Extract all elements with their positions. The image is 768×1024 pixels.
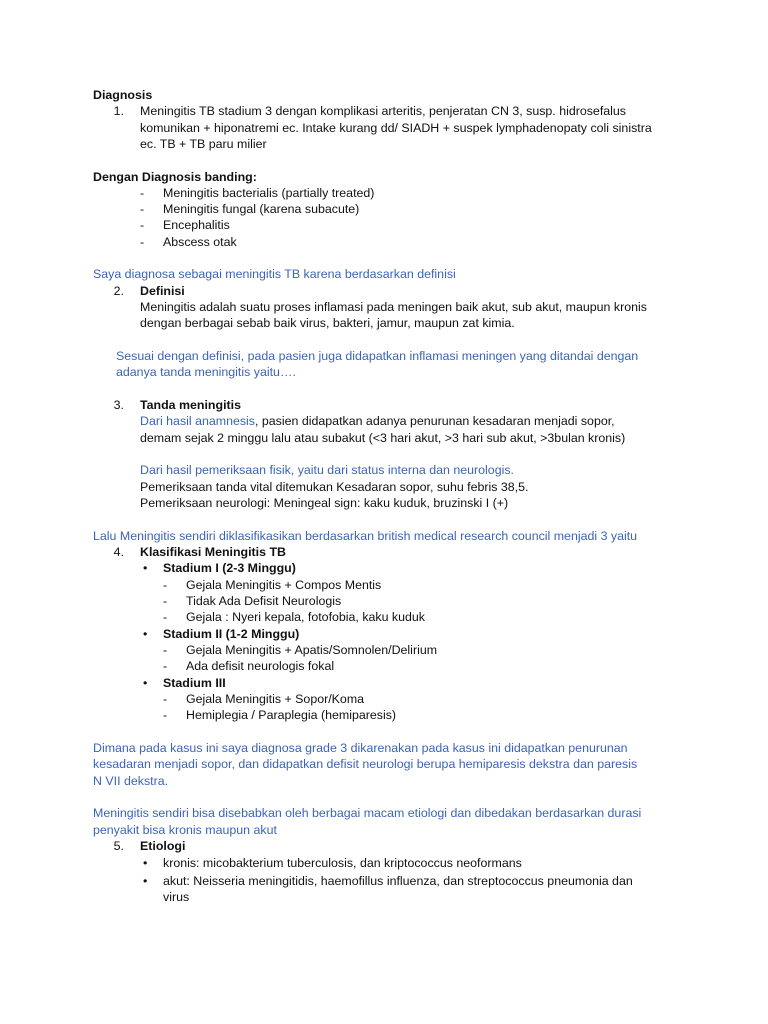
- differential-heading: Dengan Diagnosis banding:: [93, 170, 257, 184]
- list-bullet: -: [163, 692, 168, 706]
- definition-title: Definisi: [140, 284, 185, 298]
- item-number-4: 4.: [113, 545, 124, 559]
- note-etiology-line-2: penyakit bisa kronis maupun akut: [93, 823, 277, 837]
- note-grade-line-2: kesadaran menjadi sopor, dan didapatkan defisit neurologi berupa hemiparesis dekstra dan paresis: [93, 757, 638, 771]
- stage-bullet: •: [143, 627, 148, 641]
- anamnesis-lead: Dari hasil anamnesis: [140, 414, 256, 428]
- note-grade-line-1: Dimana pada kasus ini saya diagnosa grade 3 dikarenakan pada kasus ini didapatkan penurunan: [93, 741, 628, 755]
- signs-title: Tanda meningitis: [140, 398, 241, 412]
- differential-item: Meningitis fungal (karena subacute): [163, 202, 360, 216]
- diagnosis-text-line-1: Meningitis TB stadium 3 dengan komplikasi arteritis, penjeratan CN 3, susp. hidrosefalus: [140, 104, 626, 118]
- stage-2-item: Gejala Meningitis + Apatis/Somnolen/Delirium: [186, 643, 438, 657]
- stage-bullet: •: [143, 561, 148, 575]
- item-number-3: 3.: [113, 398, 124, 412]
- definition-text-line-2: dengan berbagai sebab baik virus, bakteri, jamur, maupun zat kimia.: [140, 316, 515, 330]
- stage-3-item: Gejala Meningitis + Sopor/Koma: [186, 692, 365, 706]
- differential-item: Abscess otak: [163, 235, 237, 249]
- diagnosis-heading: Diagnosis: [93, 88, 153, 102]
- etiology-item-continued: virus: [163, 890, 190, 904]
- diagnosis-text-line-2: komunikan + hiponatremi ec. Intake kurang dd/ SIADH + suspek lymphadenopaty coli sinistra: [140, 121, 652, 135]
- list-bullet: -: [163, 659, 168, 673]
- list-bullet: -: [140, 186, 145, 200]
- list-bullet: -: [163, 643, 168, 657]
- diagnosis-text-line-3: ec. TB + TB paru milier: [140, 137, 267, 151]
- stage-3-item: Hemiplegia / Paraplegia (hemiparesis): [186, 708, 397, 722]
- exam-note: Dari hasil pemeriksaan fisik, yaitu dari status interna dan neurologis.: [140, 463, 514, 477]
- anamnesis-rest: , pasien didapatkan adanya penurunan kesadaran menjadi sopor,: [255, 414, 615, 428]
- list-bullet: -: [163, 610, 168, 624]
- item-number-5: 5.: [113, 839, 124, 853]
- differential-item: Meningitis bacterialis (partially treated): [163, 186, 375, 200]
- note-classification-intro: Lalu Meningitis sendiri diklasifikasikan berdasarkan british medical research council menjadi 3 yaitu: [93, 529, 638, 543]
- etiology-title: Etiologi: [140, 839, 186, 853]
- stage-2-title: Stadium II (1-2 Minggu): [163, 627, 300, 641]
- anamnesis-line-1: [140, 413, 615, 429]
- list-bullet: -: [140, 235, 145, 249]
- etiology-item: akut: Neisseria meningitidis, haemofillus influenza, dan streptococcus pneumonia dan: [163, 874, 633, 888]
- definition-text-line-1: Meningitis adalah suatu proses inflamasi pada meningen baik akut, sub akut, maupun kronis: [140, 300, 647, 314]
- neurology-text: Pemeriksaan neurologi: Meningeal sign: kaku kuduk, bruzinski I (+): [140, 496, 509, 510]
- list-bullet: -: [163, 578, 168, 592]
- stage-bullet: •: [143, 676, 148, 690]
- note-etiology-line-1: Meningitis sendiri bisa disebabkan oleh berbagai macam etiologi dan dibedakan berdasarkan durasi: [93, 806, 642, 820]
- note-grade-line-3: N VII dekstra.: [93, 774, 169, 788]
- note-signs-intro-line-1: Sesuai dengan definisi, pada pasien juga didapatkan inflamasi meningen yang ditandai dengan: [116, 349, 639, 363]
- stage-1-item: Tidak Ada Defisit Neurologis: [186, 594, 342, 608]
- stage-2-item: Ada defisit neurologis fokal: [186, 659, 335, 673]
- list-bullet: -: [163, 594, 168, 608]
- vital-signs-text: Pemeriksaan tanda vital ditemukan Kesadaran sopor, suhu febris 38,5.: [140, 480, 529, 494]
- differential-item: Encephalitis: [163, 218, 230, 232]
- note-signs-intro-line-2: adanya tanda meningitis yaitu….: [116, 365, 296, 379]
- anamnesis-line-2: demam sejak 2 minggu lalu atau subakut (<3 hari akut, >3 hari sub akut, >3bulan kronis): [140, 431, 626, 445]
- item-number-1: 1.: [113, 104, 124, 118]
- list-bullet: -: [140, 202, 145, 216]
- classification-title: Klasifikasi Meningitis TB: [140, 545, 286, 559]
- stage-1-item: Gejala Meningitis + Compos Mentis: [186, 578, 382, 592]
- list-bullet: -: [163, 708, 168, 722]
- stage-3-title: Stadium III: [163, 676, 226, 690]
- stage-1-item: Gejala : Nyeri kepala, fotofobia, kaku kuduk: [186, 610, 425, 624]
- etiology-bullet: •: [143, 874, 148, 888]
- etiology-bullet: •: [143, 856, 148, 870]
- etiology-item: kronis: micobakterium tuberculosis, dan kriptococcus neoformans: [163, 856, 522, 870]
- list-bullet: -: [140, 218, 145, 232]
- stage-1-title: Stadium I (2-3 Minggu): [163, 561, 296, 575]
- note-definition-intro: Saya diagnosa sebagai meningitis TB karena berdasarkan definisi: [93, 267, 456, 281]
- item-number-2: 2.: [113, 284, 124, 298]
